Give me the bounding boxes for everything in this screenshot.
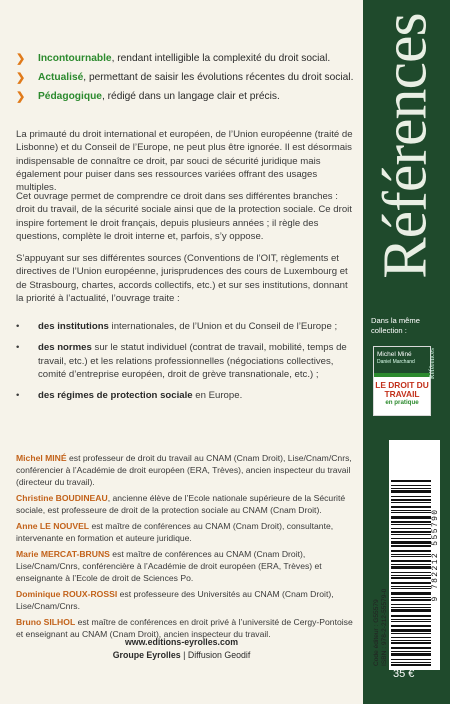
feature-bullet	[16, 71, 361, 85]
barcode-bar	[391, 664, 431, 666]
author-bio: Bruno SILHOL est maître de conférences en droit privé à l’université de Cergy-Pontoise et enseignant au CNAM (Cnam Droit), ancien inspecteur du travail.	[16, 617, 353, 639]
collection-label: Dans la même collection :	[371, 316, 420, 335]
barcode-bar	[391, 560, 431, 562]
barcode-bar	[391, 592, 431, 595]
book-author: Daniel Marchand	[377, 359, 415, 365]
barcode-bar	[391, 556, 431, 557]
barcode-bar	[391, 659, 431, 660]
barcode-bar	[391, 647, 431, 649]
barcode-bar	[391, 599, 431, 601]
collection-brand-text: Références	[371, 13, 440, 279]
feature-highlight: Pédagogique	[38, 91, 102, 102]
author-name: Michel MINÉ	[16, 453, 67, 463]
barcode-number: 9 782212 555790	[431, 440, 440, 670]
author-name: Bruno SILHOL	[16, 617, 76, 627]
barcode-bar	[391, 496, 431, 497]
barcode-bar	[391, 625, 431, 627]
author-bio: Christine BOUDINEAU, ancienne élève de l’Ecole nationale supérieure de la Sécurité sociale, est professeure de droit de la protection sociale au CNAM (Cnam Droit).	[16, 493, 346, 515]
code-editeur: Code éditeur : G55579	[373, 599, 380, 666]
barcode-bar	[391, 550, 431, 552]
barcode-bar	[391, 577, 431, 579]
barcode-bar	[391, 524, 431, 525]
chevron-icon: ❯	[16, 53, 26, 65]
collection-brand	[363, 0, 450, 292]
author-bio: Michel MINÉ est professeur de droit du travail au CNAM (Cnam Droit), Lise/Cnam/Cnrs, conférencier à l’Académie de droit européen (ERA, Trèves), ancien inspecteur du travail (directeur du travail).	[16, 453, 352, 487]
barcode-bar	[391, 488, 431, 489]
barcode-bar	[391, 604, 431, 605]
author-name: Marie MERCAT-BRUNS	[16, 549, 110, 559]
price: 35 €	[393, 668, 415, 680]
description-paragraph: S’appuyant sur ses différentes sources (Conventions de l’OIT, règlements et directives de l’Union européenne, jurisprudences des cours de Luxembourg et de Strasbourg, chartes, accords collectifs, etc.) et sur ses institutions, donnant la priorité à l’actualité, l’ouvrage traite :	[16, 253, 348, 304]
barcode-bar	[391, 609, 431, 612]
authors-section	[16, 452, 358, 644]
barcode-bar	[391, 502, 431, 503]
barcode-area	[371, 436, 445, 674]
description-paragraph: Cet ouvrage permet de comprendre ce droit dans ses différentes branches : droit du travail, de la sécurité sociale ainsi que de la protection sociale. Ce droit inspire fortement le droit français, depuis plusieurs années ; il règle des questions, complète le droit interne et, parfois, s’y oppose.	[16, 191, 352, 242]
list-item: • des régimes de protection sociale en Europe.	[16, 390, 243, 402]
barcode-bar	[391, 528, 431, 529]
footer-separator: |	[180, 650, 188, 660]
barcode-bar	[391, 640, 431, 641]
barcode-bar	[391, 615, 431, 617]
barcode-bar	[391, 564, 431, 565]
barcode-bar	[391, 653, 431, 656]
related-book-cover[interactable]	[373, 346, 436, 416]
book-author: Michel Miné	[377, 351, 412, 358]
topics-list	[16, 320, 358, 410]
bullet-dot: •	[16, 342, 20, 354]
author-bio: Marie MERCAT-BRUNS est maître de conférences au CNAM (Cnam Droit), Lise/Cnam/Cnrs, conférencière à l’Académie de droit européen (ERA, Trèves) et enseignante à l’Ecole de droit de Sciences Po.	[16, 549, 322, 583]
feature-text: , rédigé dans un langage clair et précis.	[101, 91, 280, 102]
feature-bullet	[16, 90, 361, 104]
author-bio: Dominique ROUX-ROSSI est professeure des Universités au CNAM (Cnam Droit), Lise/Cnam/Cnrs.	[16, 589, 334, 611]
barcode-bar	[391, 637, 431, 638]
barcode-bar	[391, 629, 431, 632]
bullet-dot: •	[16, 321, 20, 332]
barcode-bar	[391, 588, 431, 589]
author-name: Anne LE NOUVEL	[16, 521, 90, 531]
publisher-url[interactable]: www.editions-eyrolles.com	[124, 637, 239, 647]
barcode-bar	[391, 607, 431, 608]
barcode-bar	[391, 516, 431, 519]
publisher-footer	[0, 636, 363, 662]
barcode-bar	[391, 651, 431, 652]
list-item: • des normes sur le statut individuel (contrat de travail, mobilité, temps de travail, etc.) et les relations professionnelles (négociations collectives, comité d’entreprise européen, droit de grève transnationale, etc.) ;	[16, 342, 347, 380]
chevron-icon: ❯	[16, 91, 26, 103]
distributor-name: Diffusion Geodif	[187, 650, 251, 660]
barcode-bar	[391, 538, 431, 539]
author-name: Christine BOUDINEAU	[16, 493, 108, 503]
sidebar	[363, 0, 450, 704]
barcode-bar	[391, 521, 431, 523]
barcode-bar	[391, 534, 431, 535]
book-title: LE DROIT DU TRAVAIL	[375, 380, 429, 399]
feature-highlight: Incontournable	[38, 53, 112, 64]
barcode-bar	[391, 575, 431, 576]
barcode-bar	[391, 582, 431, 584]
feature-bullet	[16, 52, 361, 66]
barcode-bar	[391, 531, 431, 533]
barcode-bar	[391, 572, 431, 573]
barcode-bar	[391, 586, 431, 587]
barcode	[389, 440, 431, 670]
feature-bullets	[16, 52, 361, 109]
barcode-bar	[391, 499, 431, 501]
chevron-icon: ❯	[16, 72, 26, 84]
feature-text: , rendant intelligible la complexité du droit social.	[111, 53, 331, 64]
list-item: • des institutions internationales, de l’Union et du Conseil de l’Europe ;	[16, 321, 338, 332]
barcode-bar	[391, 490, 431, 493]
barcode-bar	[391, 633, 431, 634]
barcode-bar	[391, 597, 431, 598]
bullet-dot: •	[16, 390, 20, 402]
barcode-bar	[391, 512, 431, 513]
barcode-bar	[391, 642, 431, 644]
book-subtitle: en pratique	[385, 399, 419, 406]
barcode-bar	[391, 566, 431, 569]
barcode-bar	[391, 662, 431, 663]
barcode-bar	[391, 621, 431, 622]
barcode-bar	[391, 554, 431, 555]
publisher-name: Groupe Eyrolles	[112, 650, 181, 660]
feature-text: , permettant de saisir les évolutions récentes du droit social.	[83, 72, 354, 83]
barcode-bar	[391, 619, 431, 620]
feature-highlight: Actualisé	[38, 72, 84, 83]
barcode-bar	[391, 506, 431, 508]
book-brand: Références	[428, 348, 436, 380]
book-stripe	[374, 373, 430, 377]
isbn: ISBN : 978-2-212-55579-0	[381, 588, 388, 666]
barcode-bar	[391, 541, 431, 544]
barcode-bar	[391, 480, 431, 482]
barcode-bar	[391, 485, 431, 486]
author-bio: Anne LE NOUVEL est maître de conférences au CNAM (Cnam Droit), consultante, intervenante en formation et auteure juridique.	[16, 521, 334, 543]
author-name: Dominique ROUX-ROSSI	[16, 589, 118, 599]
barcode-bar	[391, 510, 431, 511]
barcode-bar	[391, 545, 431, 547]
description-paragraph: La primauté du droit international et européen, de l’Union européenne (traité de Lisbonne) et du Conseil de l’Europe, ne peut plus être ignorée. Il est désormais indispensable de connaître ce droit, par souci de sécurité juridique mais également pour puiser dans ses ressources variées offrant des usages multiples.	[16, 129, 353, 194]
